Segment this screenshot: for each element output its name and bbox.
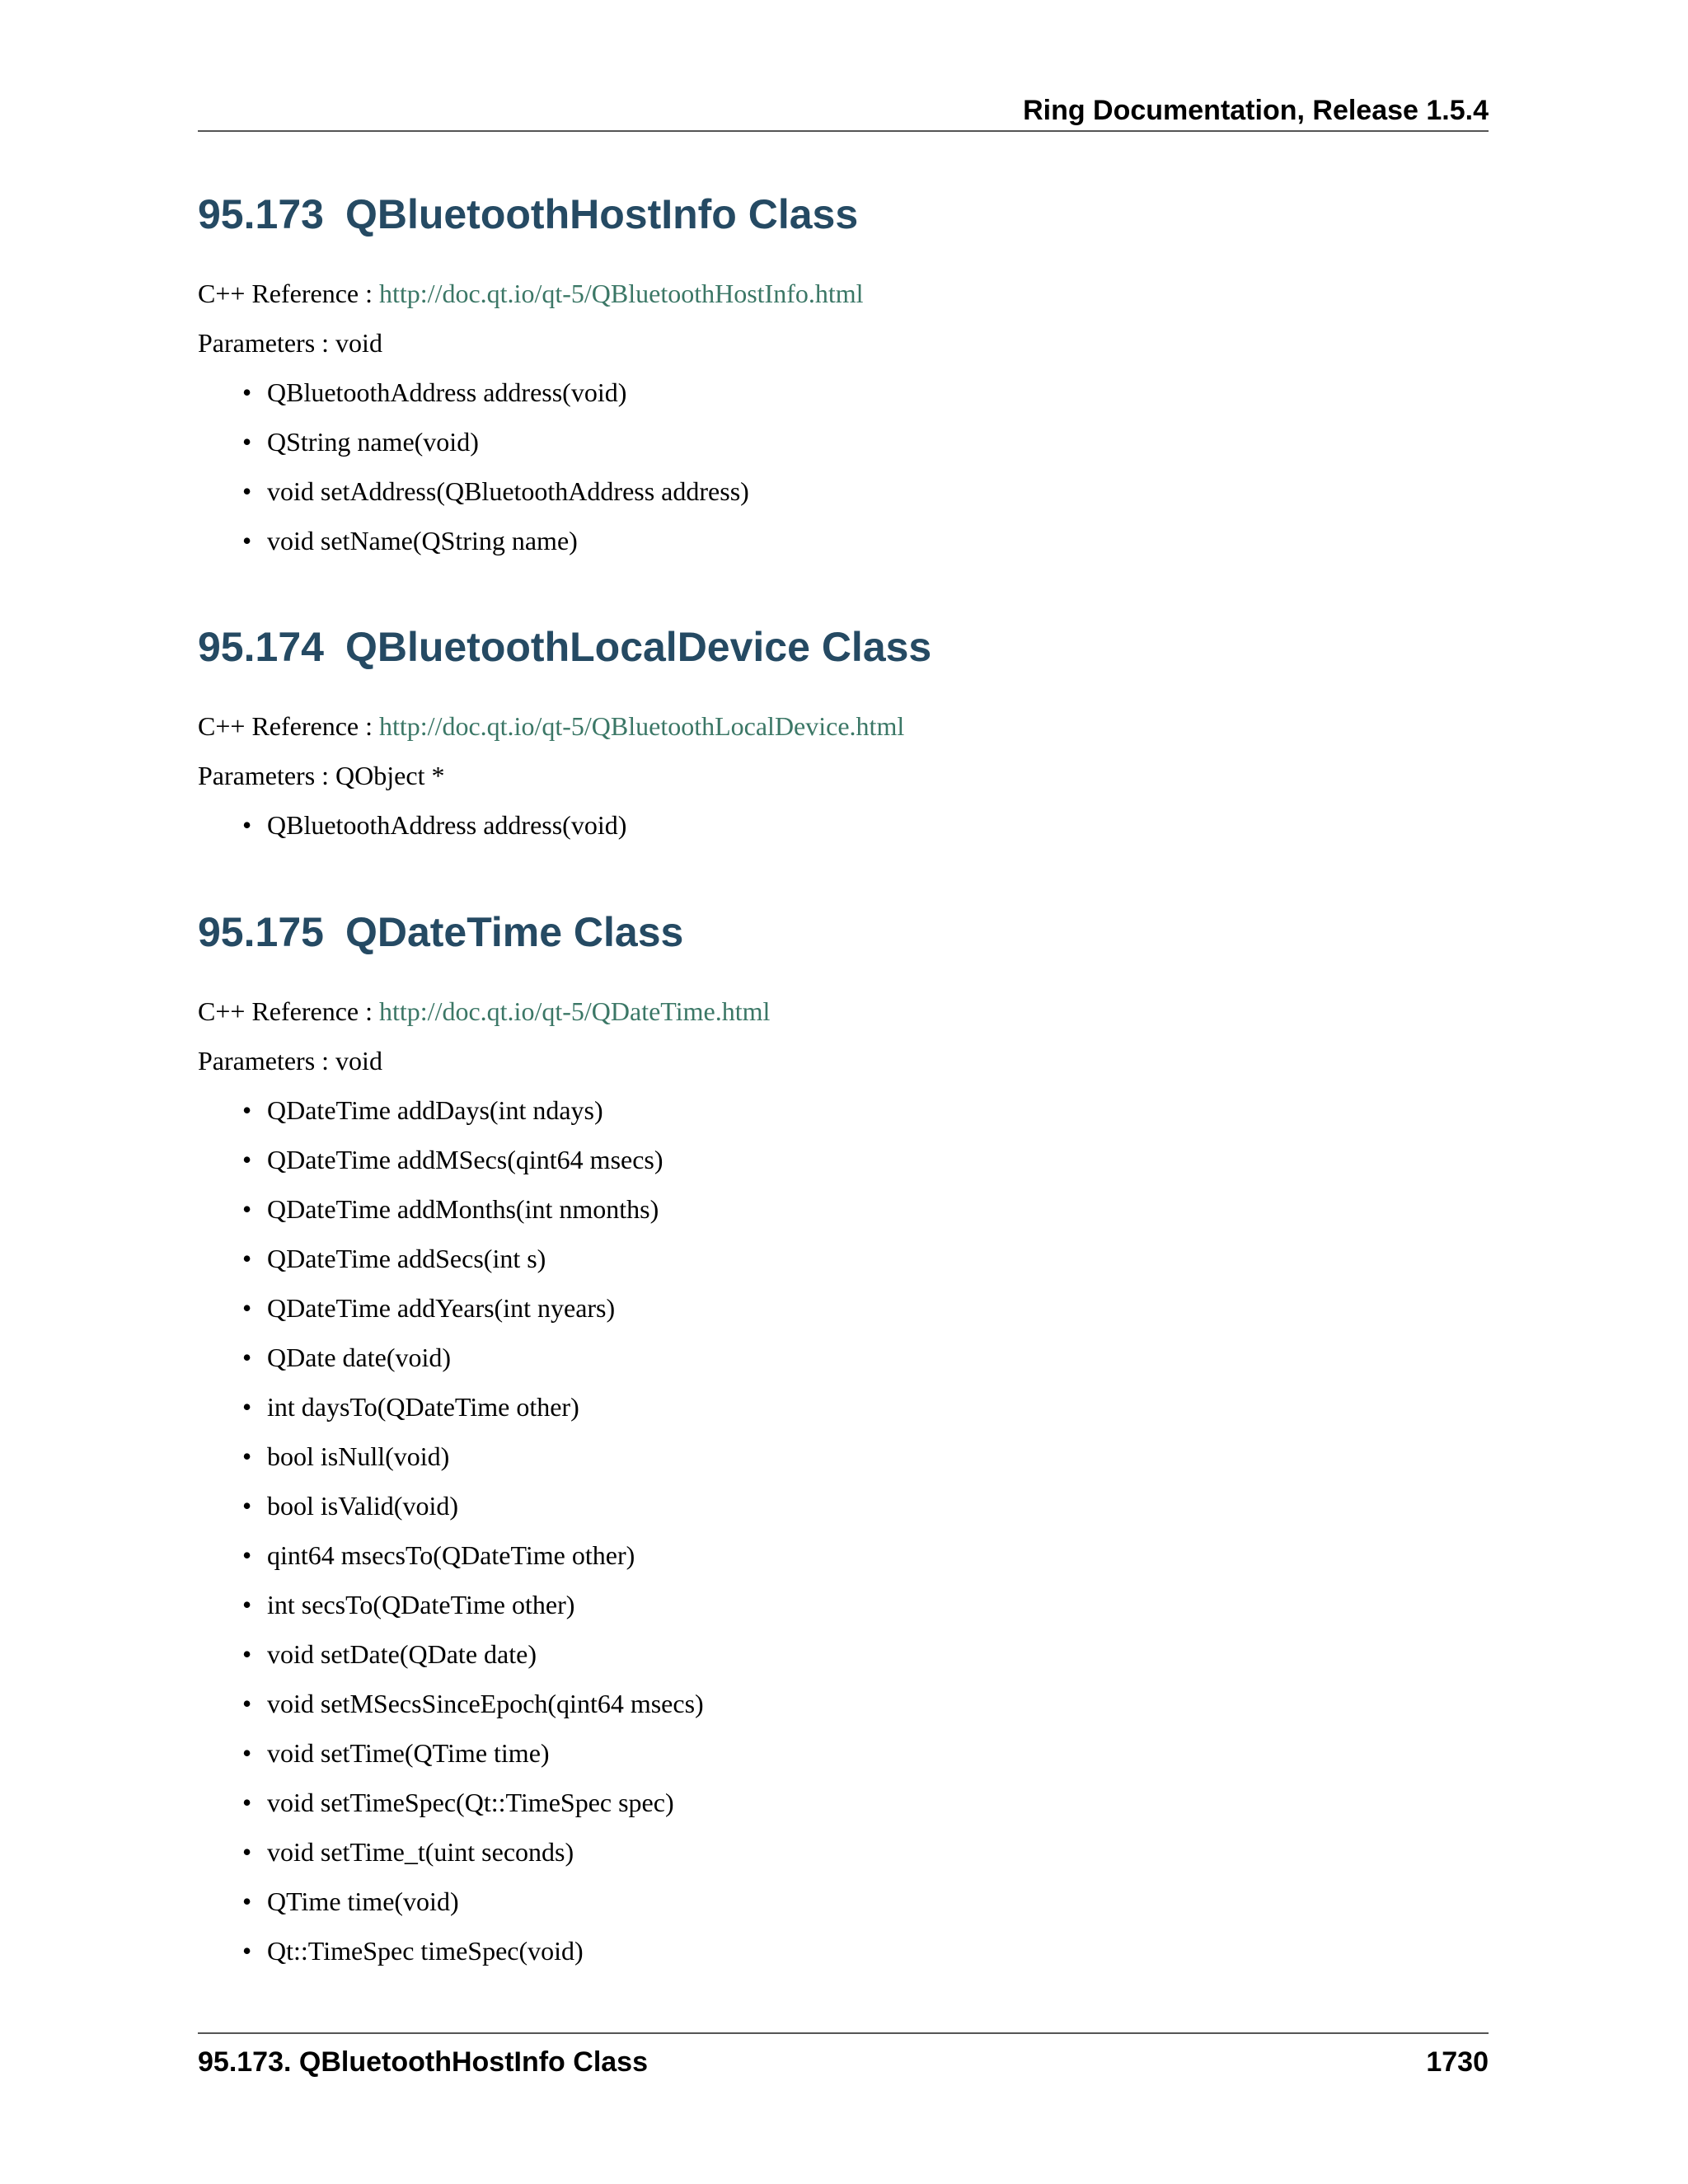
footer-section-title: 95.173. QBluetoothHostInfo Class [198,2046,648,2078]
list-item: • QDate date(void) [267,1333,1489,1382]
reference-link[interactable]: http://doc.qt.io/qt-5/QBluetoothLocalDevice.html [379,711,905,741]
list-item: • int secsTo(QDateTime other) [267,1580,1489,1629]
section-number: 95.175 [198,909,324,955]
list-item: • QBluetoothAddress address(void) [267,800,1489,850]
document-page [198,0,1489,2184]
section-number: 95.173 [198,191,324,237]
section-title: QBluetoothHostInfo Class [345,191,859,237]
list-item: • void setAddress(QBluetoothAddress address) [267,466,1489,516]
parameters-line: Parameters : QObject * [198,761,445,790]
list-item: • QDateTime addMonths(int nmonths) [267,1184,1489,1234]
section-heading [198,907,1489,957]
list-item: • int daysTo(QDateTime other) [267,1382,1489,1432]
running-footer [198,2032,1489,2078]
list-item: • void setTimeSpec(Qt::TimeSpec spec) [267,1778,1489,1827]
page-number: 1730 [1426,2046,1489,2078]
list-item: • bool isValid(void) [267,1481,1489,1530]
reference-link[interactable]: http://doc.qt.io/qt-5/QBluetoothHostInfo.html [379,279,864,308]
section-qbluetoothlocaldevice [198,622,1489,850]
list-item: • void setTime(QTime time) [267,1728,1489,1778]
list-item: • void setDate(QDate date) [267,1629,1489,1679]
list-item: • QDateTime addYears(int nyears) [267,1283,1489,1333]
section-number: 95.174 [198,624,324,670]
reference-label: C++ Reference : [198,996,379,1026]
list-item: • QDateTime addSecs(int s) [267,1234,1489,1283]
list-item: • bool isNull(void) [267,1432,1489,1481]
section-qdatetime [198,907,1489,1975]
section-heading [198,622,1489,672]
parameters-line: Parameters : void [198,1046,382,1076]
list-item: • Qt::TimeSpec timeSpec(void) [267,1926,1489,1975]
reference-label: C++ Reference : [198,279,379,308]
section-qbluetoothhostinfo [198,190,1489,565]
list-item: • void setName(QString name) [267,516,1489,565]
reference-link[interactable]: http://doc.qt.io/qt-5/QDateTime.html [379,996,771,1026]
running-header: Ring Documentation, Release 1.5.4 [198,92,1489,132]
method-list [198,800,1489,850]
list-item: • void setMSecsSinceEpoch(qint64 msecs) [267,1679,1489,1728]
list-item: • qint64 msecsTo(QDateTime other) [267,1530,1489,1580]
list-item: • QDateTime addDays(int ndays) [267,1085,1489,1135]
method-list [198,368,1489,565]
cpp-reference [198,269,1489,318]
parameters-line: Parameters : void [198,328,382,358]
list-item: • QBluetoothAddress address(void) [267,368,1489,417]
section-title: QBluetoothLocalDevice Class [345,624,932,670]
list-item: • void setTime_t(uint seconds) [267,1827,1489,1877]
reference-label: C++ Reference : [198,711,379,741]
cpp-reference [198,987,1489,1036]
section-heading [198,190,1489,239]
cpp-reference [198,701,1489,751]
method-list [198,1085,1489,1975]
list-item: • QString name(void) [267,417,1489,466]
list-item: • QTime time(void) [267,1877,1489,1926]
section-title: QDateTime Class [345,909,684,955]
list-item: • QDateTime addMSecs(qint64 msecs) [267,1135,1489,1184]
